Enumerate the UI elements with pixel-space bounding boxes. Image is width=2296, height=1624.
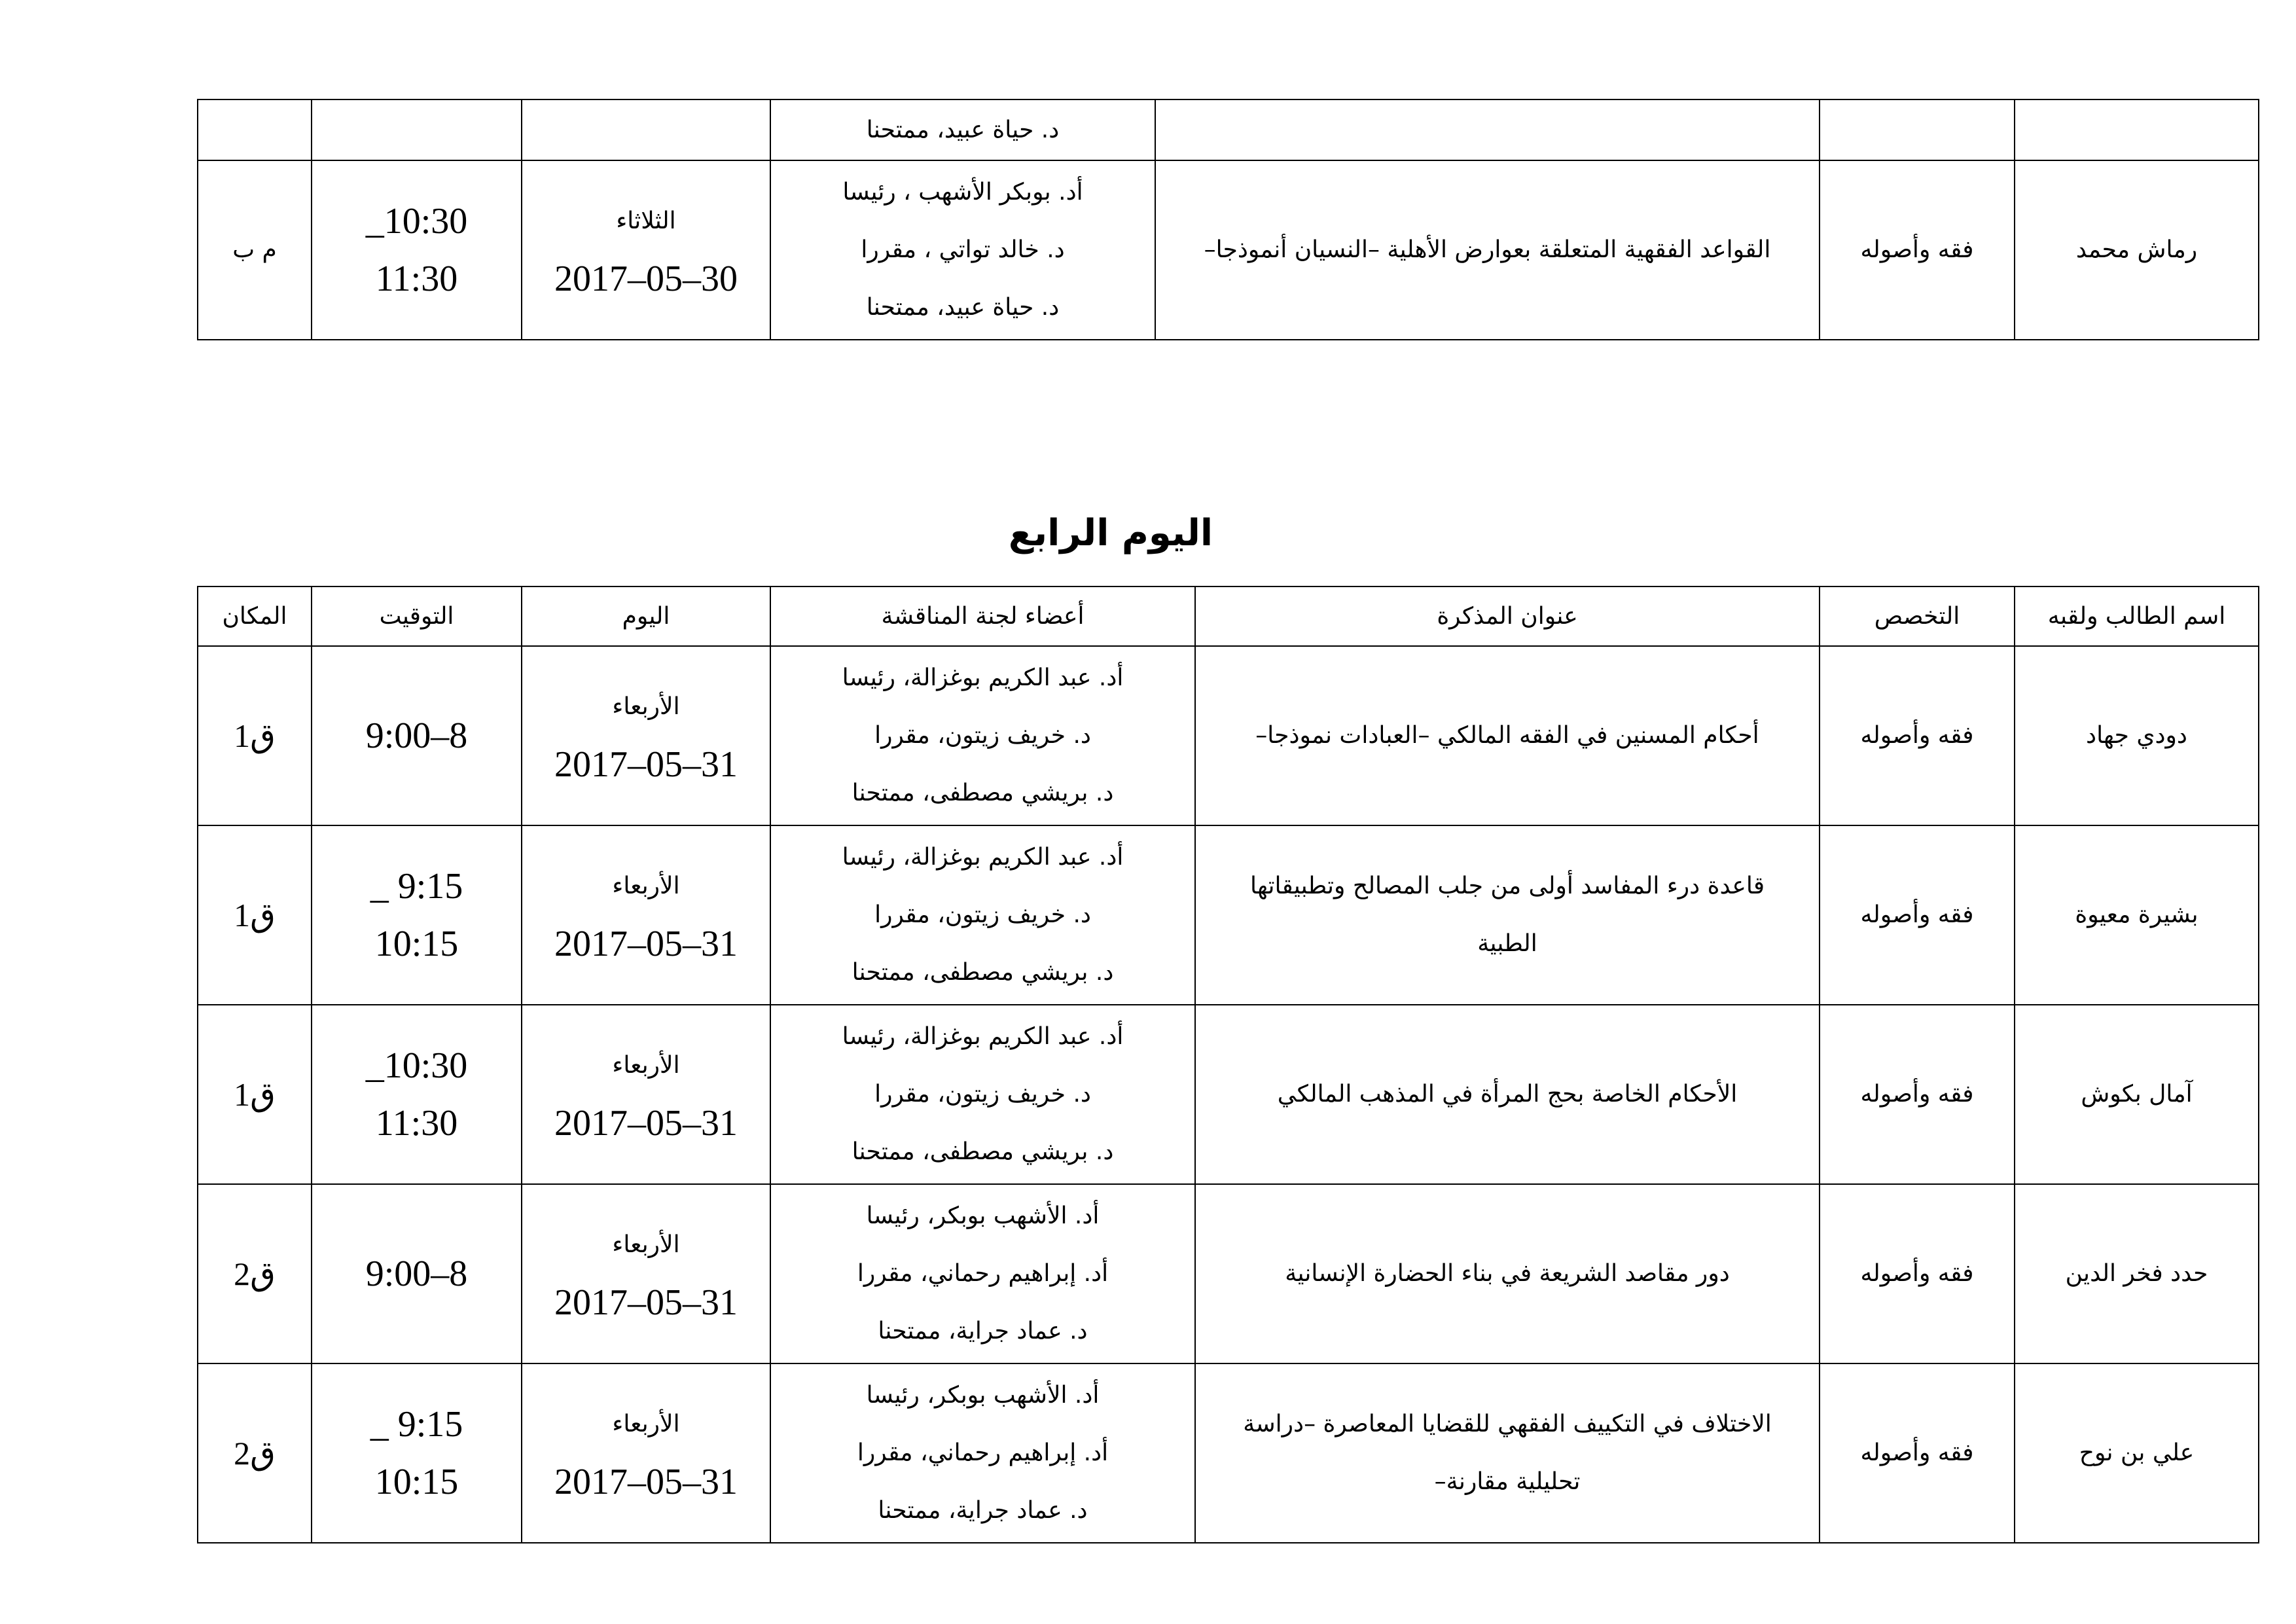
room: م ب (232, 236, 277, 263)
specialty: فقه وأصوله (1860, 1439, 1974, 1466)
time-cell (312, 1005, 522, 1184)
student-cell (2015, 99, 2259, 160)
thesis-title-line: الاختلاف في التكييف الفقهي للقضايا المعاصرة –دراسة (1243, 1411, 1772, 1437)
student-cell (2015, 1363, 2259, 1543)
weekday: الأربعاء (612, 1052, 680, 1079)
time-slot-line: 11:30 (375, 1103, 458, 1144)
specialty-cell (1820, 1005, 2015, 1184)
schedule-row (198, 1363, 2259, 1543)
day-cell (522, 99, 770, 160)
header-row (198, 586, 2259, 646)
thesis-title-line: الأحكام الخاصة بحج المرأة في المذهب المالكي (1277, 1081, 1738, 1108)
room: ق1 (234, 1076, 276, 1113)
committee-cell (770, 1184, 1195, 1363)
room: ق1 (234, 717, 276, 754)
time-cell (312, 646, 522, 825)
specialty: فقه وأصوله (1860, 722, 1974, 749)
student-cell (2015, 825, 2259, 1005)
committee-member: د. عماد جراية، ممتحنا (878, 1497, 1088, 1524)
committee-member: أد. عبد الكريم بوغزالة، رئيسا (842, 844, 1124, 871)
continued-schedule-table (197, 99, 2259, 340)
header-place: المكان (198, 586, 312, 646)
committee-member: د. بريشي مصطفى، ممتحنا (852, 1138, 1114, 1165)
committee-member: د. خريف زيتون، مقررا (874, 1081, 1091, 1108)
student-name: آمال بكوش (2081, 1081, 2193, 1108)
committee-member: د. حياة عبيد، ممتحنا (866, 294, 1060, 321)
student-cell (2015, 1005, 2259, 1184)
schedule-row (198, 646, 2259, 825)
time-slot-line: 9:15 _ (370, 1404, 463, 1445)
committee-member: أد. إبراهيم رحماني، مقررا (857, 1439, 1109, 1466)
specialty-cell (1820, 825, 2015, 1005)
place-cell (198, 825, 312, 1005)
thesis-title-cell (1195, 1005, 1820, 1184)
day-cell (522, 1363, 770, 1543)
committee-member: أد. الأشهب بوبكر، رئيسا (866, 1202, 1100, 1229)
thesis-title-line: الطبية (1477, 930, 1537, 957)
student-name: علي بن نوح (2079, 1439, 2195, 1466)
committee-member: د. خالد تواتي ، مقررا (861, 236, 1065, 263)
time-slot-line: 10:15 (374, 924, 459, 964)
weekday: الثلاثاء (616, 208, 676, 234)
student-cell (2015, 160, 2259, 340)
defense-date: 2017–05–31 (554, 1462, 738, 1502)
student-name: رماش محمد (2075, 236, 2198, 263)
day-cell (522, 646, 770, 825)
time-slot-line: 11:30 (375, 259, 458, 299)
time-cell (312, 825, 522, 1005)
committee-member: أد. إبراهيم رحماني، مقررا (857, 1260, 1109, 1287)
schedule-row (198, 160, 2259, 340)
time-cell (312, 99, 522, 160)
thesis-title-cell (1155, 99, 1820, 160)
committee-cell (770, 646, 1195, 825)
header-day: اليوم (522, 586, 770, 646)
schedule-row (198, 1184, 2259, 1363)
student-name: حدد فخر الدين (2065, 1260, 2208, 1287)
committee-cell (770, 1363, 1195, 1543)
committee-cell (770, 99, 1155, 160)
committee-member: أد. عبد الكريم بوغزالة، رئيسا (842, 664, 1124, 691)
time-slot-line: 9:15 _ (370, 866, 463, 907)
header-time: التوقيت (312, 586, 522, 646)
committee-member: د. حياة عبيد، ممتحنا (866, 116, 1060, 143)
committee-cell (770, 825, 1195, 1005)
defense-date: 2017–05–30 (554, 259, 738, 299)
time-cell (312, 160, 522, 340)
time-cell (312, 1184, 522, 1363)
thesis-title-line: القواعد الفقهية المتعلقة بعوارض الأهلية –النسيان أنموذجا– (1204, 236, 1771, 263)
committee-member: أد. عبد الكريم بوغزالة، رئيسا (842, 1023, 1124, 1050)
time-slot-line: 10:30_ (365, 201, 468, 242)
committee-member: د. خريف زيتون، مقررا (874, 901, 1091, 928)
defense-date: 2017–05–31 (554, 924, 738, 964)
committee-member: د. خريف زيتون، مقررا (874, 722, 1091, 749)
day-cell (522, 1005, 770, 1184)
table-header (198, 586, 2259, 646)
committee-cell (770, 160, 1155, 340)
day-cell (522, 160, 770, 340)
day-four-schedule-table (197, 586, 2259, 1543)
specialty: فقه وأصوله (1860, 1081, 1974, 1108)
thesis-title-cell (1155, 160, 1820, 340)
committee-member: د. عماد جراية، ممتحنا (878, 1318, 1088, 1344)
student-cell (2015, 646, 2259, 825)
student-name: بشيرة معيوة (2075, 901, 2198, 928)
specialty-cell (1820, 160, 2015, 340)
specialty: فقه وأصوله (1860, 236, 1974, 263)
specialty-cell (1820, 1184, 2015, 1363)
time-slot-line: 10:15 (374, 1462, 459, 1502)
schedule-table-body (198, 646, 2259, 1543)
thesis-title-cell (1195, 1184, 1820, 1363)
thesis-title-cell (1195, 1363, 1820, 1543)
place-cell (198, 1363, 312, 1543)
place-cell (198, 1184, 312, 1363)
thesis-title-line: قاعدة درء المفاسد أولى من جلب المصالح وتطبيقاتها (1249, 873, 1765, 899)
schedule-row (198, 99, 2259, 160)
specialty-cell (1820, 1363, 2015, 1543)
specialty-cell (1820, 99, 2015, 160)
specialty: فقه وأصوله (1860, 901, 1974, 928)
committee-member: أد. الأشهب بوبكر، رئيسا (866, 1382, 1100, 1409)
schedule-row (198, 825, 2259, 1005)
weekday: الأربعاء (612, 1411, 680, 1437)
student-cell (2015, 1184, 2259, 1363)
specialty: فقه وأصوله (1860, 1260, 1974, 1287)
header-committee: أعضاء لجنة المناقشة (770, 586, 1195, 646)
defense-date: 2017–05–31 (554, 1103, 738, 1144)
specialty-cell (1820, 646, 2015, 825)
committee-member: د. بريشي مصطفى، ممتحنا (852, 780, 1114, 806)
room: ق2 (234, 1435, 276, 1471)
student-name: دودي جهاد (2086, 722, 2187, 749)
weekday: الأربعاء (612, 1231, 680, 1258)
committee-cell (770, 1005, 1195, 1184)
place-cell (198, 1005, 312, 1184)
defense-date: 2017–05–31 (554, 744, 738, 785)
thesis-title-line: أحكام المسنين في الفقه المالكي –العبادات نموذجا– (1255, 722, 1759, 749)
thesis-title-cell (1195, 825, 1820, 1005)
place-cell (198, 646, 312, 825)
day-heading: اليوم الرابع (1008, 512, 1213, 554)
day-cell (522, 825, 770, 1005)
time-slot-line: 8–9:00 (365, 1254, 468, 1294)
committee-member: أد. بوبكر الأشهب ، رئيسا (842, 179, 1083, 206)
thesis-title-line: تحليلية مقارنة– (1434, 1468, 1581, 1495)
header-thesis-title: عنوان المذكرة (1195, 586, 1820, 646)
continued-table-body (198, 99, 2259, 340)
time-cell (312, 1363, 522, 1543)
day-cell (522, 1184, 770, 1363)
thesis-title-cell (1195, 646, 1820, 825)
time-slot-line: 10:30_ (365, 1045, 468, 1086)
defense-date: 2017–05–31 (554, 1282, 738, 1323)
place-cell (198, 99, 312, 160)
weekday: الأربعاء (612, 693, 680, 720)
room: ق2 (234, 1255, 276, 1292)
header-student: اسم الطالب ولقبه (2015, 586, 2259, 646)
time-slot-line: 8–9:00 (365, 715, 468, 756)
thesis-title-line: دور مقاصد الشريعة في بناء الحضارة الإنسانية (1285, 1260, 1730, 1287)
header-specialty: التخصص (1820, 586, 2015, 646)
place-cell (198, 160, 312, 340)
committee-member: د. بريشي مصطفى، ممتحنا (852, 959, 1114, 986)
weekday: الأربعاء (612, 873, 680, 899)
schedule-row (198, 1005, 2259, 1184)
room: ق1 (234, 897, 276, 933)
